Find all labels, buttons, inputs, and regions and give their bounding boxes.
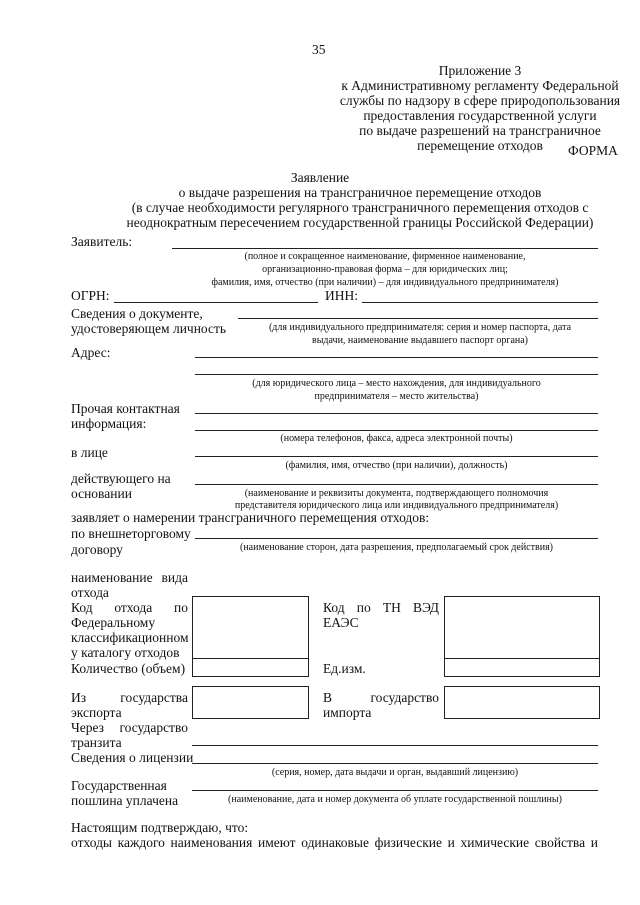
fee-label: пошлина уплачена xyxy=(71,793,179,808)
fkko-code-label: у каталогу отходов xyxy=(71,645,180,660)
address-hint: предпринимателя – место жительства) xyxy=(314,391,479,402)
transit-country-field[interactable] xyxy=(192,745,598,746)
tnved-code-label: ЕАЭС xyxy=(323,615,359,630)
identity-doc-hint: выдачи, наименование выдавшего паспорт органа) xyxy=(311,335,529,346)
waste-name-label: наименование вида xyxy=(71,570,188,585)
person-field[interactable] xyxy=(195,456,598,457)
fee-hint: (наименование, дата и номер документа об уплате государственной пошлины) xyxy=(228,794,562,805)
quantity-box[interactable] xyxy=(192,658,309,677)
page-number: 35 xyxy=(312,42,326,57)
applicant-field[interactable] xyxy=(172,248,598,249)
fee-label: Государственная xyxy=(71,778,167,793)
identity-doc-label: Сведения о документе, xyxy=(71,306,203,321)
contract-field[interactable] xyxy=(195,538,598,539)
basis-field[interactable] xyxy=(195,484,598,485)
license-label: Сведения о лицензии xyxy=(71,750,194,765)
unit-box[interactable] xyxy=(444,658,600,677)
applicant-label: Заявитель: xyxy=(71,234,133,249)
appendix-header-line: к Административному регламенту Федеральной xyxy=(341,78,619,93)
form-label: ФОРМА xyxy=(568,143,618,158)
basis-label: основании xyxy=(71,486,132,501)
person-hint: (фамилия, имя, отчество (при наличии), должность) xyxy=(285,460,508,471)
fkko-code-label: классификационном xyxy=(71,630,189,645)
confirm-intro: Настоящим подтверждаю, что: xyxy=(71,820,249,835)
appendix-header-line: перемещение отходов xyxy=(417,138,543,153)
address-field[interactable] xyxy=(195,374,598,375)
export-country-box[interactable] xyxy=(192,686,309,719)
address-field[interactable] xyxy=(195,357,598,358)
basis-hint: представителя юридического лица или индивидуального предпринимателя) xyxy=(234,500,559,511)
fkko-code-box[interactable] xyxy=(192,596,309,660)
applicant-hint: фамилия, имя, отчество (при наличии) – для индивидуального предпринимателя) xyxy=(211,277,559,288)
inn-label: ИНН: xyxy=(325,288,358,303)
confirm-statement: отходы каждого наименования имеют одинаковые физические и химические свойства и xyxy=(71,835,598,850)
address-hint: (для юридического лица – место нахождения, для индивидуального xyxy=(252,378,541,389)
identity-doc-hint: (для индивидуального предпринимателя: серия и номер паспорта, дата xyxy=(268,322,572,333)
export-country-label: Из государства xyxy=(71,690,188,705)
import-country-label: импорта xyxy=(323,705,372,720)
identity-doc-field[interactable] xyxy=(238,318,598,319)
intent-statement: заявляет о намерении трансграничного перемещения отходов: xyxy=(71,510,430,525)
title-line: неоднократным пересечением государственной границы Российской Федерации) xyxy=(126,215,594,230)
applicant-hint: организационно-правовая форма – для юридических лиц; xyxy=(262,264,508,275)
transit-country-label: транзита xyxy=(71,735,122,750)
title-heading: Заявление xyxy=(290,170,350,185)
appendix-header-line: службы по надзору в сфере природопользования xyxy=(339,93,621,108)
import-country-box[interactable] xyxy=(444,686,600,719)
license-field[interactable] xyxy=(192,763,598,764)
license-hint: (серия, номер, дата выдачи и орган, выдавший лицензию) xyxy=(271,767,519,778)
title-line: о выдаче разрешения на трансграничное перемещение отходов xyxy=(178,185,542,200)
contract-label: по внешнеторговому xyxy=(71,526,191,541)
appendix-header-line: предоставления государственной услуги xyxy=(363,108,597,123)
contacts-field[interactable] xyxy=(195,413,598,414)
basis-hint: (наименование и реквизиты документа, подтверждающего полномочия xyxy=(244,488,549,499)
export-country-label: экспорта xyxy=(71,705,122,720)
ogrn-label: ОГРН: xyxy=(71,288,110,303)
applicant-hint: (полное и сокращенное наименование, фирменное наименование, xyxy=(244,251,526,262)
fee-field[interactable] xyxy=(192,790,598,791)
title-line: (в случае необходимости регулярного трансграничного перемещения отходов с xyxy=(131,200,589,215)
contacts-hint: (номера телефонов, факса, адреса электронной почты) xyxy=(280,433,513,444)
contract-hint: (наименование сторон, дата разрешения, предполагаемый срок действия) xyxy=(239,542,553,553)
import-country-label: В государство xyxy=(323,690,439,705)
fkko-code-label: Код отхода по xyxy=(71,600,188,615)
fkko-code-label: Федеральному xyxy=(71,615,156,630)
inn-field[interactable] xyxy=(362,302,598,303)
contacts-field[interactable] xyxy=(195,430,598,431)
appendix-header-line: Приложение 3 xyxy=(438,63,522,78)
transit-country-label: Через государство xyxy=(71,720,188,735)
appendix-header-line: по выдаче разрешений на трансграничное xyxy=(359,123,601,138)
basis-label: действующего на xyxy=(71,471,171,486)
unit-label: Ед.изм. xyxy=(323,661,366,676)
contacts-label: Прочая контактная xyxy=(71,401,180,416)
ogrn-field[interactable] xyxy=(114,302,318,303)
waste-name-label: отхода xyxy=(71,585,109,600)
identity-doc-label: удостоверяющем личность xyxy=(71,321,227,336)
contacts-label: информация: xyxy=(71,416,147,431)
tnved-code-box[interactable] xyxy=(444,596,600,660)
tnved-code-label: Код по ТН ВЭД xyxy=(323,600,439,615)
quantity-label: Количество (объем) xyxy=(71,661,186,676)
address-label: Адрес: xyxy=(71,345,111,360)
contract-label: договору xyxy=(71,542,123,557)
person-label: в лице xyxy=(71,445,108,460)
